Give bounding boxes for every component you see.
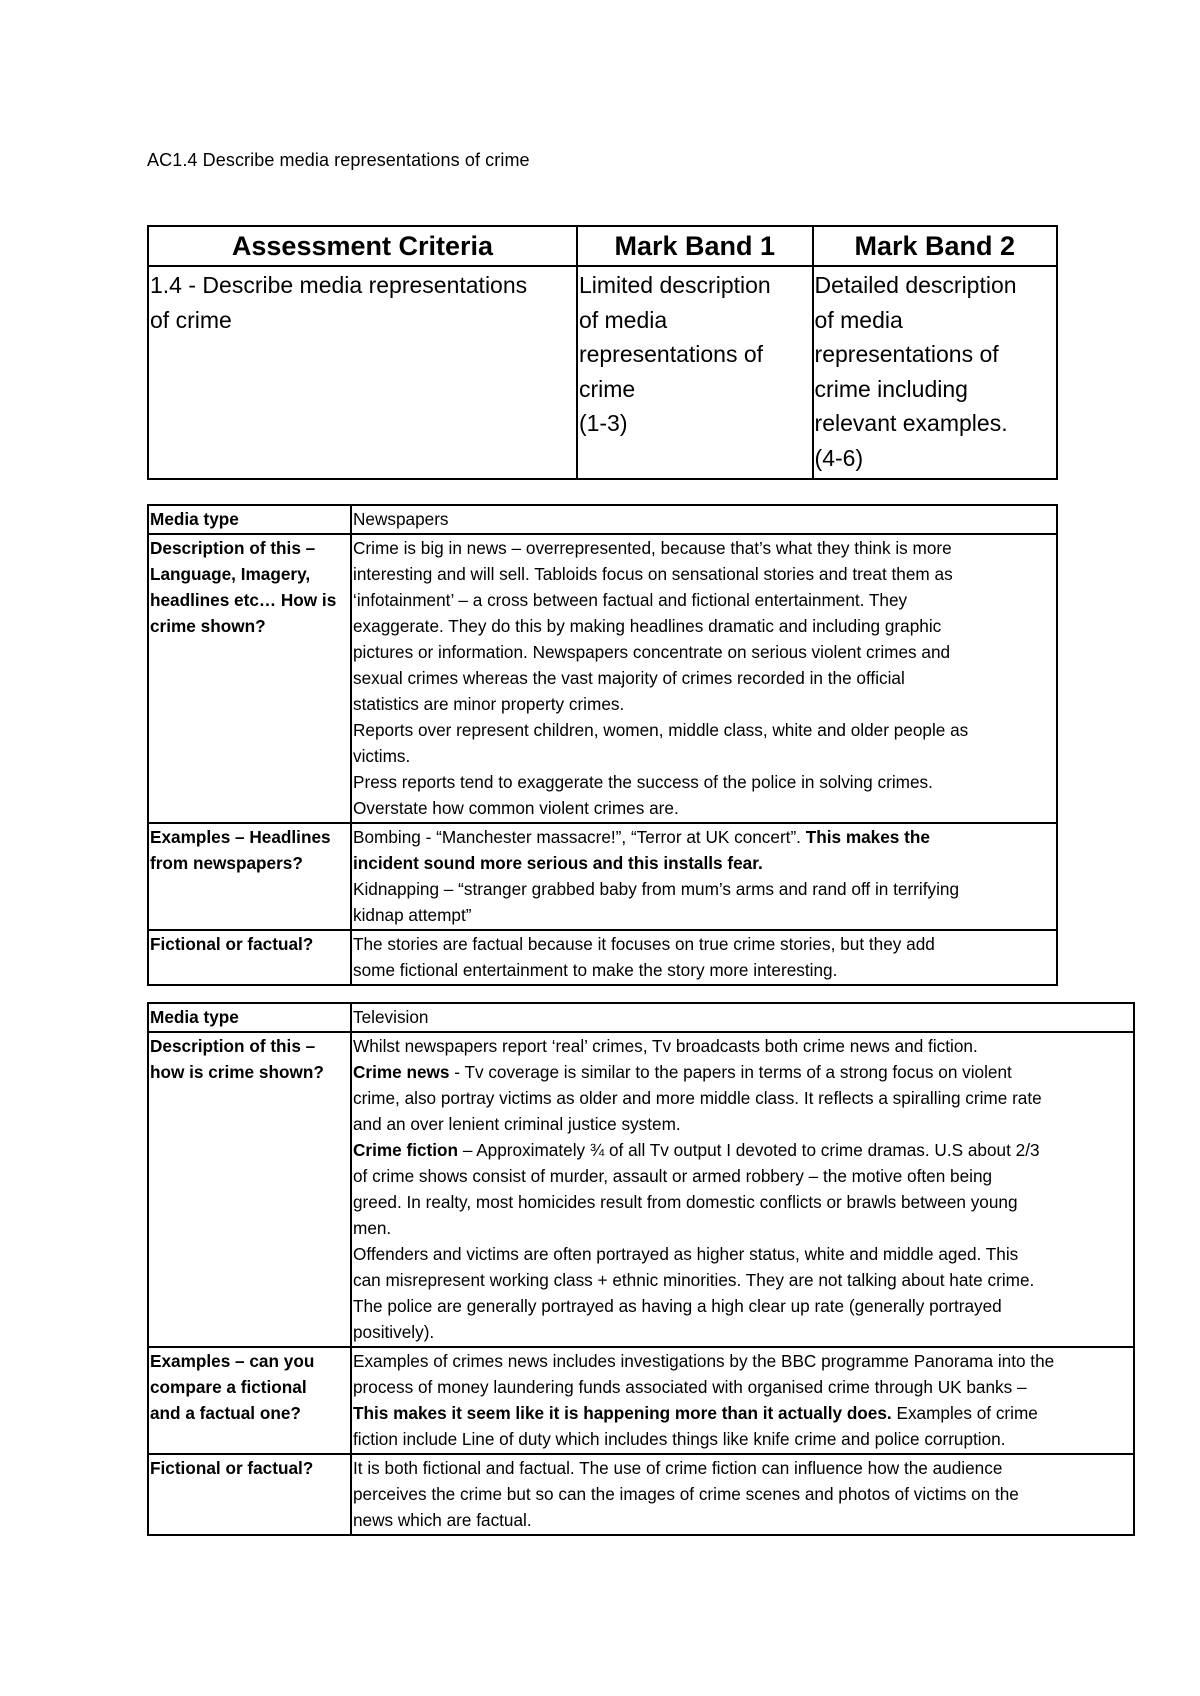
examples-label: Examples – can you compare a fictional and a factual one?	[148, 1347, 351, 1454]
media-type-label: Media type	[148, 505, 351, 534]
mark-band-2-cell: Detailed description of media representations of crime including relevant examples. (4-6)	[813, 266, 1057, 479]
description-text: Whilst newspapers report ‘real’ crimes, Tv broadcasts both crime news and fiction. Crime news - Tv coverage is similar to the papers in terms of a strong focus on violent crime, also portray victims as older and more middle class. It reflects a spiralling crime rate and an over lenient criminal justice system. Crime fiction – Approximately ¾ of all Tv output I devoted to crime dramas. U.S about 2/3 of crime shows consist of murder, assault or armed robbery – the motive often being greed. In realty, most homicides result from domestic conflicts or brawls between young men. Offenders and victims are often portrayed as higher status, white and middle aged. This can misrepresent working class + ethnic minorities. They are not talking about hate crime. The police are generally portrayed as having a high clear up rate (generally portrayed positively).	[351, 1032, 1134, 1347]
media-type-value: Television	[351, 1003, 1134, 1032]
television-table	[147, 1002, 1135, 1536]
description-label: Description of this – how is crime shown?	[148, 1032, 351, 1347]
criterion-cell: 1.4 - Describe media representations of crime	[148, 266, 577, 479]
examples-text: Examples of crimes news includes investigations by the BBC programme Panorama into the process of money laundering funds associated with organised crime through UK banks – This makes it seem like it is happening more than it actually does. Examples of crime fiction include Line of duty which includes things like knife crime and police corruption.	[351, 1347, 1134, 1454]
examples-label: Examples – Headlines from newspapers?	[148, 823, 351, 930]
fictional-row	[148, 1454, 1134, 1535]
description-text: Crime is big in news – overrepresented, because that’s what they think is more interesting and will sell. Tabloids focus on sensational stories and treat them as ‘infotainment’ – a cross between factual and fictional entertainment. They exaggerate. They do this by making headlines dramatic and including graphic pictures or information. Newspapers concentrate on serious violent crimes and sexual crimes whereas the vast majority of crimes recorded in the official statistics are minor property crimes. Reports over represent children, women, middle class, white and older people as victims. Press reports tend to exaggerate the success of the police in solving crimes. Overstate how common violent crimes are.	[351, 534, 1057, 823]
fictional-row	[148, 930, 1057, 985]
mark-band-1-cell: Limited description of media representations of crime (1-3)	[577, 266, 813, 479]
media-type-row	[148, 505, 1057, 534]
page-heading: AC1.4 Describe media representations of crime	[147, 150, 530, 170]
header-assessment-criteria: Assessment Criteria	[148, 226, 577, 266]
examples-row	[148, 823, 1057, 930]
header-mark-band-1: Mark Band 1	[577, 226, 813, 266]
description-row	[148, 534, 1057, 823]
newspapers-table	[147, 504, 1058, 986]
fictional-label: Fictional or factual?	[148, 930, 351, 985]
examples-text: Bombing - “Manchester massacre!”, “Terror at UK concert”. This makes the incident sound more serious and this installs fear. Kidnapping – “stranger grabbed baby from mum’s arms and rand off in terrifying kidnap attempt”	[351, 823, 1057, 930]
description-label: Description of this – Language, Imagery, headlines etc… How is crime shown?	[148, 534, 351, 823]
fictional-text: It is both fictional and factual. The use of crime fiction can influence how the audience perceives the crime but so can the images of crime scenes and photos of victims on the news which are factual.	[351, 1454, 1134, 1535]
examples-row	[148, 1347, 1134, 1454]
header-mark-band-2: Mark Band 2	[813, 226, 1057, 266]
media-type-label: Media type	[148, 1003, 351, 1032]
assessment-criteria-table	[147, 225, 1058, 480]
description-row	[148, 1032, 1134, 1347]
fictional-text: The stories are factual because it focuses on true crime stories, but they add some fictional entertainment to make the story more interesting.	[351, 930, 1057, 985]
media-type-row	[148, 1003, 1134, 1032]
fictional-label: Fictional or factual?	[148, 1454, 351, 1535]
criteria-row	[148, 266, 1057, 479]
media-type-value: Newspapers	[351, 505, 1057, 534]
criteria-header-row	[148, 226, 1057, 266]
